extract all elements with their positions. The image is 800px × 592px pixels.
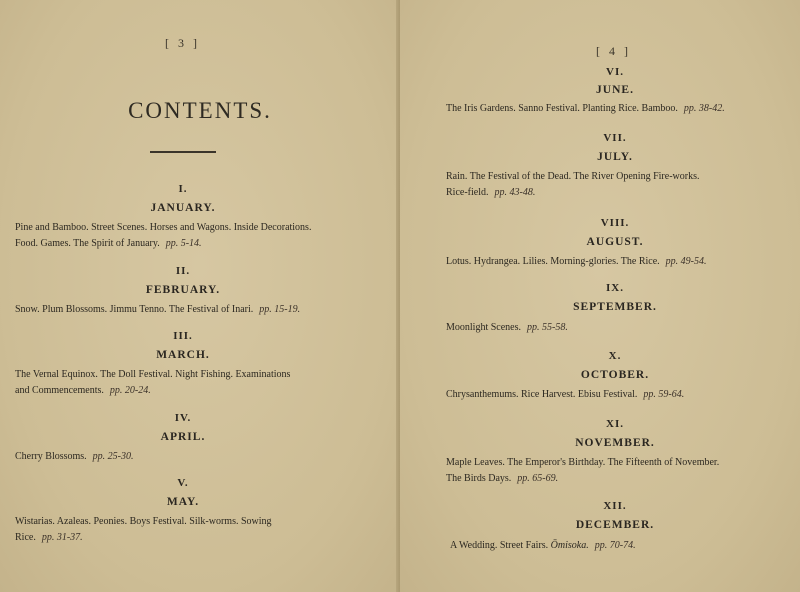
chapter-month-october: OCTOBER.	[580, 369, 650, 381]
chapter-pages-7: pp. 43-48.	[494, 187, 536, 198]
chapter-numeral-5: V.	[177, 477, 189, 489]
chapter-pages-2: pp. 15-19.	[259, 304, 301, 315]
chapter-pages-5: pp. 31-37.	[41, 532, 83, 543]
right-page	[400, 0, 800, 592]
chapter-numeral-4: IV.	[174, 412, 192, 424]
chapter-description-12: A Wedding. Street Fairs. Ōmisoka. pp. 70-74.	[450, 540, 636, 551]
chapter-month-june: JUNE.	[596, 84, 634, 96]
chapter-pages-12: pp. 70-74.	[594, 540, 636, 551]
chapter-numeral-2: II.	[175, 265, 191, 277]
chapter-month-july: JULY.	[597, 151, 633, 163]
title-divider	[150, 151, 216, 153]
chapter-month-april: APRIL.	[160, 431, 206, 443]
chapter-description-3: The Vernal Equinox. The Doll Festival. Night Fishing. Examinations and Commencements. pp. 20-24.	[15, 369, 291, 396]
chapter-pages-3: pp. 20-24.	[109, 385, 151, 396]
chapter-description-5: Wistarias. Azaleas. Peonies. Boys Festival. Silk-worms. Sowing Rice. pp. 31-37.	[15, 516, 272, 543]
chapter-month-august: AUGUST.	[586, 236, 644, 248]
chapter-numeral-7: VII.	[603, 132, 627, 144]
chapter-description-1: Pine and Bamboo. Street Scenes. Horses and Wagons. Inside Decorations. Food. Games. The Spirit of January. pp. 5-14.	[15, 222, 312, 249]
chapter-numeral-12: XII.	[603, 500, 627, 512]
chapter-numeral-3: III.	[173, 330, 193, 342]
chapter-month-may: MAY.	[166, 496, 200, 508]
chapter-pages-4: pp. 25-30.	[92, 451, 134, 462]
chapter-description-6: The Iris Gardens. Sanno Festival. Planting Rice. Bamboo. pp. 38-42.	[446, 103, 725, 114]
chapter-pages-9: pp. 55-58.	[527, 322, 568, 333]
chapter-pages-1: pp. 5-14.	[165, 238, 202, 249]
chapter-month-march: MARCH.	[156, 349, 210, 361]
chapter-pages-6: pp. 38-42.	[683, 103, 725, 114]
chapter-description-8: Lotus. Hydrangea. Lilies. Morning-glories. The Rice. pp. 49-54.	[446, 256, 707, 267]
chapter-description-7: Rain. The Festival of the Dead. The River Opening Fire-works. Rice-field. pp. 43-48.	[446, 171, 700, 198]
chapter-numeral-11: XI.	[606, 418, 624, 430]
chapter-numeral-10: X.	[608, 350, 622, 362]
chapter-month-february: FEBRUARY.	[145, 284, 221, 296]
chapter-month-november: NOVEMBER.	[575, 437, 655, 449]
contents-title: CONTENTS.	[128, 98, 272, 123]
chapter-pages-10: pp. 59-64.	[643, 389, 685, 400]
page-number-right: [ 4 ]	[596, 44, 631, 58]
chapter-numeral-1: I.	[178, 183, 188, 195]
chapter-description-10: Chrysanthemums. Rice Harvest. Ebisu Festival. pp. 59-64.	[446, 389, 685, 400]
chapter-numeral-6: VI.	[606, 66, 624, 78]
chapter-description-11: Maple Leaves. The Emperor's Birthday. The Fifteenth of November. The Birds Days. pp. 65-69.	[446, 457, 720, 484]
chapter-numeral-8: VIII.	[600, 217, 630, 229]
chapter-description-9: Moonlight Scenes. pp. 55-58.	[446, 322, 568, 333]
chapter-description-2: Snow. Plum Blossoms. Jimmu Tenno. The Festival of Inari. pp. 15-19.	[15, 304, 301, 315]
chapter-month-january: JANUARY.	[150, 202, 216, 214]
page-number-left: [ 3 ]	[165, 36, 200, 50]
chapter-pages-8: pp. 49-54.	[665, 256, 707, 267]
chapter-month-december: DECEMBER.	[575, 519, 655, 531]
chapter-pages-11: pp. 65-69.	[517, 473, 559, 484]
chapter-numeral-9: IX.	[606, 282, 624, 294]
chapter-month-september: SEPTEMBER.	[573, 301, 657, 313]
chapter-description-4: Cherry Blossoms. pp. 25-30.	[15, 451, 134, 462]
omisoka-text: Ōmisoka.	[550, 540, 589, 551]
